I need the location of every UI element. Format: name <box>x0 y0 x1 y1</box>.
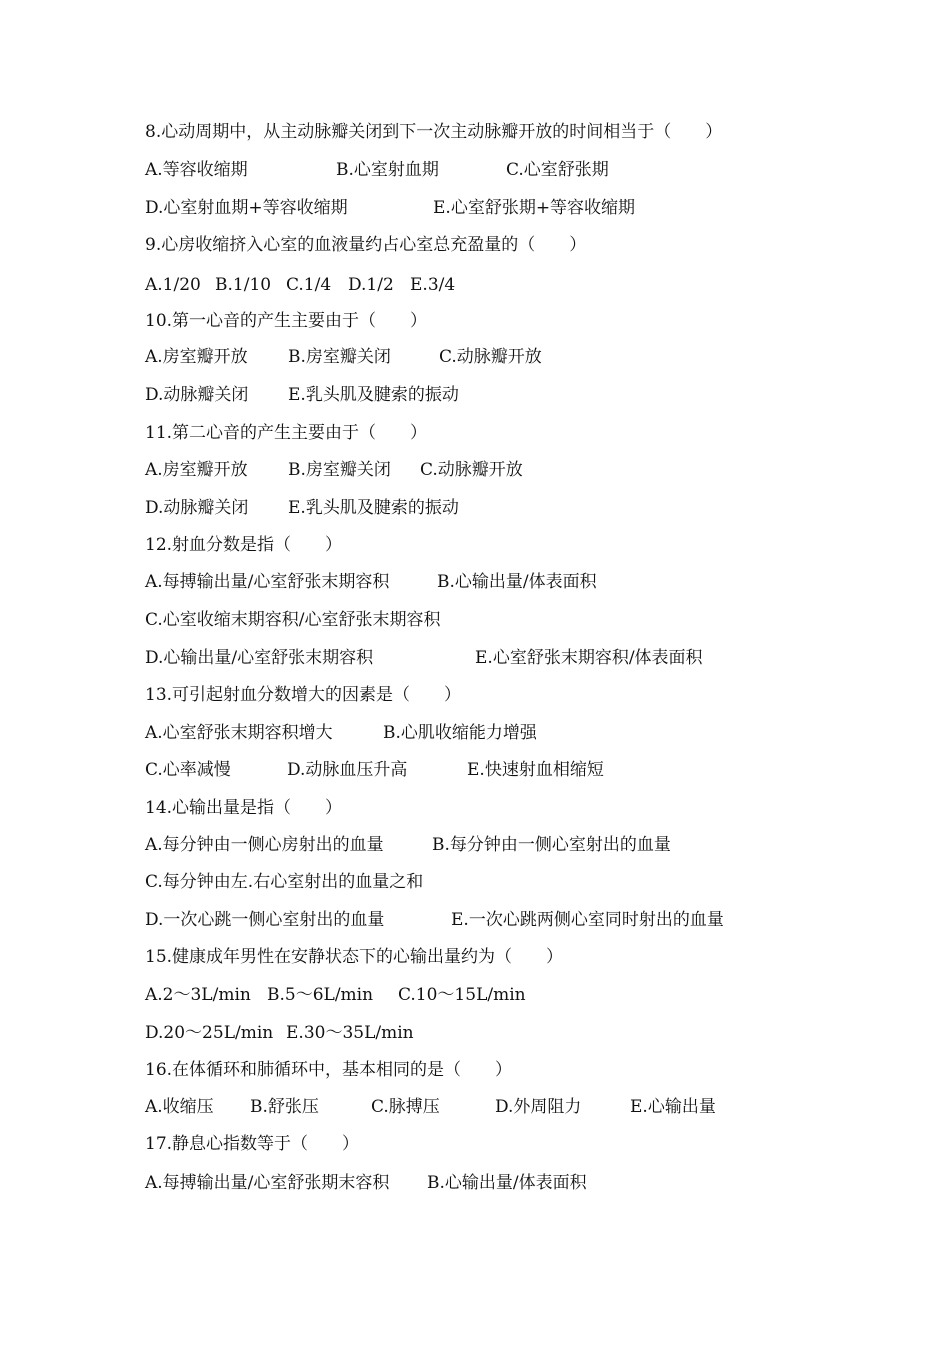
option-d: D.动脉血压升高 <box>287 760 408 780</box>
option-d: D.1/2 <box>348 275 394 295</box>
option-b: B.心输出量/体表面积 <box>437 572 597 592</box>
option-b: B.心输出量/体表面积 <box>427 1173 587 1193</box>
option-b: B.心肌收缩能力增强 <box>383 723 537 743</box>
option-e: E.心输出量 <box>630 1097 716 1117</box>
option-c: C.10～15L/min <box>398 985 526 1005</box>
option-c: C.动脉瓣开放 <box>439 347 542 367</box>
option-c: C.脉搏压 <box>371 1097 440 1117</box>
option-c: C.动脉瓣开放 <box>420 460 523 480</box>
option-a: A.等容收缩期 <box>145 160 248 180</box>
option-d: D.20～25L/min <box>145 1023 274 1043</box>
option-b: B.房室瓣关闭 <box>288 347 391 367</box>
option-d: D.心输出量/心室舒张末期容积 <box>145 648 374 668</box>
option-d: D.一次心跳一侧心室射出的血量 <box>145 910 385 930</box>
option-b: B.舒张压 <box>250 1097 319 1117</box>
option-b: B.心室射血期 <box>336 160 439 180</box>
option-b: B.房室瓣关闭 <box>288 460 391 480</box>
option-e: E.乳头肌及腱索的振动 <box>288 498 459 518</box>
option-d: D.外周阻力 <box>495 1097 582 1117</box>
option-c: C.心室舒张期 <box>506 160 609 180</box>
option-e: E.心室舒张期+等容收缩期 <box>433 198 636 218</box>
option-e: E.心室舒张末期容积/体表面积 <box>475 648 703 668</box>
option-b: B.5～6L/min <box>267 985 374 1005</box>
option-d: D.心室射血期+等容收缩期 <box>145 198 348 218</box>
option-a: A.心室舒张末期容积增大 <box>145 723 333 743</box>
option-b: B.1/10 <box>215 275 272 295</box>
document-page: 8.心动周期中，从主动脉瓣关闭到下一次主动脉瓣开放的时间相当于（ ） A.等容收缩期 B.心室射血期 C.心室舒张期 D.心室射血期+等容收缩期 E.心室舒张期+等容收缩期 9.心房收缩挤入心室的血液量约占心室总充盈量的（ ） A.1/20 B.1/10 C.1/4 D.1/2 E.3/4 10.第一心音的产生主要由于（ ） A.房室瓣开放 B.房室瓣关闭 C.动脉瓣开放 D.动脉瓣关闭 E.乳头肌及腱索的振动 11.第二心音的产生主要由于（ ） A.房室瓣开放 B.房室瓣关闭 C.动脉瓣开放 D.动脉瓣关闭 E.乳头肌及腱索的振动 12.射血分数是指（ ） A.每搏输出量/心室舒张末期容积 B.心输出量/体表面积 C.心室收缩末期容积/心室舒张末期容积 D.心输出量/心室舒张末期容积 E.心室舒张末期容积/体表面积 13.可引起射血分数增大的因素是（ ） A.心室舒张末期容积增大 B.心肌收缩能力增强 C.心率减慢 D.动脉血压升高 E.快速射血相缩短 14.心输出量是指（ ） A.每分钟由一侧心房射出的血量 B.每分钟由一侧心室射出的血量 C.每分钟由左.右心室射出的血量之和 D.一次心跳一侧心室射出的血量 E.一次心跳两侧心室同时射出的血量 15.健康成年男性在安静状态下的心输出量约为（ ） A.2～3L/min B.5～6L/min C.10～15L/min D.20～25L/min E.30～35L/min 16.在体循环和肺循环中，基本相同的是（ ） A.收缩压 B.舒张压 C.脉搏压 D.外周阻力 E.心输出量 17.静息心指数等于（ ） A.每搏输出量/心室舒张期末容积 B.心输出量/体表面积 <box>0 0 952 1347</box>
option-e: E.乳头肌及腱索的振动 <box>288 385 459 405</box>
option-e: E.30～35L/min <box>286 1023 414 1043</box>
option-a: A.收缩压 <box>145 1097 214 1117</box>
option-d: D.动脉瓣关闭 <box>145 385 249 405</box>
option-a: A.每搏输出量/心室舒张末期容积 <box>145 572 390 592</box>
option-a: A.房室瓣开放 <box>145 460 248 480</box>
option-e: E.快速射血相缩短 <box>467 760 604 780</box>
option-a: A.2～3L/min <box>145 985 251 1005</box>
option-e: E.一次心跳两侧心室同时射出的血量 <box>451 910 724 930</box>
option-c: C.心率减慢 <box>145 760 231 780</box>
option-d: D.动脉瓣关闭 <box>145 498 249 518</box>
option-e: E.3/4 <box>410 275 456 295</box>
option-a: A.1/20 <box>145 275 201 295</box>
option-a: A.每分钟由一侧心房射出的血量 <box>145 835 384 855</box>
option-c: C.心室收缩末期容积/心室舒张末期容积 <box>145 610 441 630</box>
option-c: C.1/4 <box>286 275 332 295</box>
option-a: A.每搏输出量/心室舒张期末容积 <box>145 1173 390 1193</box>
option-b: B.每分钟由一侧心室射出的血量 <box>432 835 671 855</box>
option-a: A.房室瓣开放 <box>145 347 248 367</box>
option-c: C.每分钟由左.右心室射出的血量之和 <box>145 872 424 892</box>
